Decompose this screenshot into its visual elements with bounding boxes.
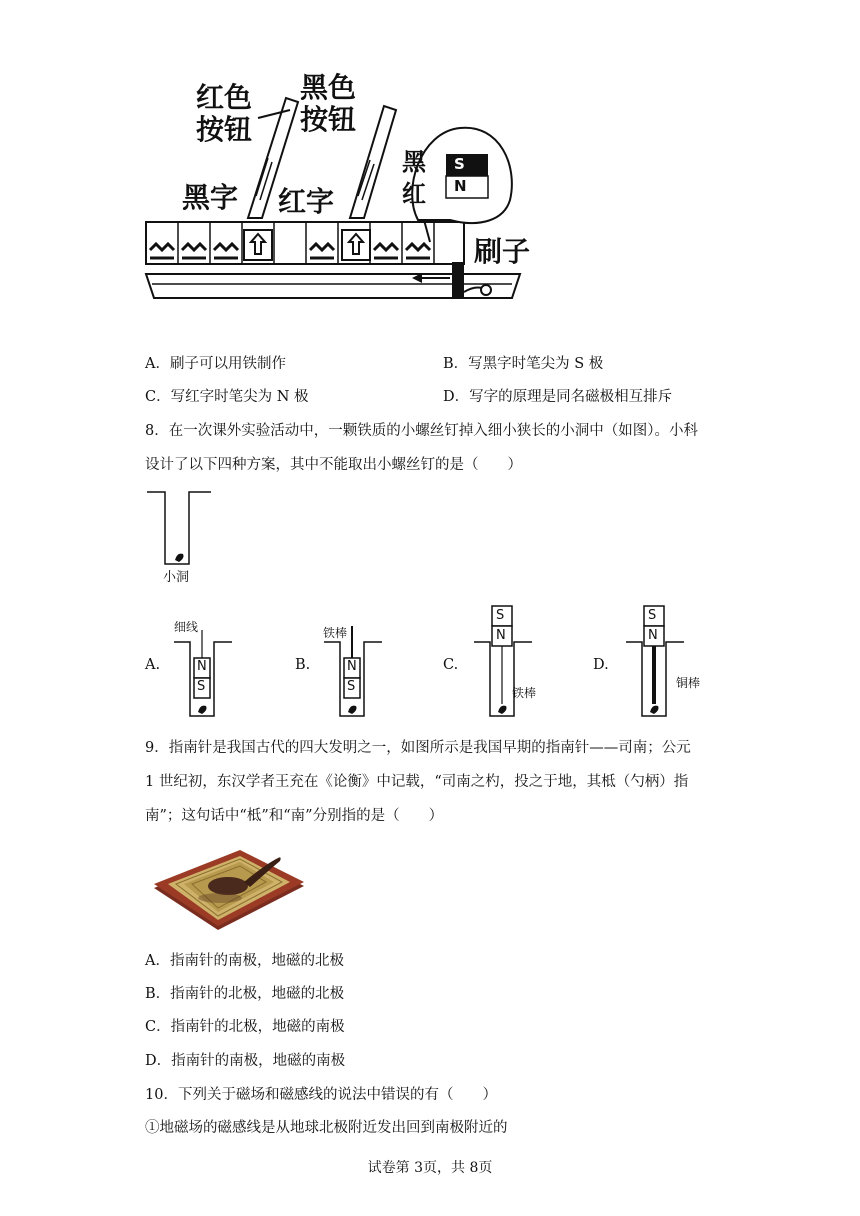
inset-s-pole: S [454, 155, 465, 173]
q9-stem-line1: 9．指南针是我国古代的四大发明之一，如图所示是我国早期的指南针——司南；公元 [145, 740, 691, 756]
sinan-image [148, 840, 308, 936]
q8-d-s-pole: S [648, 608, 657, 623]
red-text-label: 红字 [278, 185, 335, 218]
inset-red-label: 红 [402, 180, 426, 208]
hole-label: 小洞 [163, 570, 190, 585]
black-text-label: 黑字 [182, 181, 239, 214]
hole-figure [145, 488, 215, 570]
red-pen [248, 98, 298, 218]
q8-c-n-pole: N [496, 628, 506, 643]
q8-a-n-pole: N [197, 659, 207, 674]
iron-rod-b-label: 铁棒 [323, 626, 348, 640]
q7-option-b: B．写黑字时笔尖为 S 极 [443, 356, 604, 372]
q9-stem-line3: 南”；这句话中“柢”和“南”分别指的是（ ） [145, 808, 444, 824]
q8-d-n-pole: N [648, 628, 658, 643]
q8-b-n-pole: N [347, 659, 357, 674]
q8-option-d-letter: D. [593, 657, 609, 673]
inset-n-pole: N [454, 177, 467, 195]
drawing-board-figure [140, 70, 540, 310]
q7-option-c: C．写红字时笔尖为 N 极 [145, 389, 309, 405]
q8-option-d-figure [624, 604, 714, 720]
q8-stem-line1: 8．在一次课外实验活动中，一颗铁质的小螺丝钉掉入细小狭长的小洞中（如图）。小科 [145, 423, 698, 439]
brush-label: 刷子 [474, 235, 531, 268]
q9-stem-line2: 1 世纪初，东汉学者王充在《论衡》中记载，“司南之杓，投之于地，其柢（勺柄）指 [145, 774, 689, 790]
copper-rod-label: 铜棒 [676, 676, 701, 690]
q10-stem: 10．下列关于磁场和磁感线的说法中错误的有（ ） [145, 1087, 497, 1103]
q8-option-c-figure [472, 604, 562, 720]
page-footer: 试卷第 3页，共 8页 [367, 1160, 493, 1176]
q8-option-a-letter: A. [145, 657, 161, 673]
q8-stem-line2: 设计了以下四种方案，其中不能取出小螺丝钉的是（ ） [145, 457, 522, 473]
red-button-label: 红色按钮 [196, 81, 253, 146]
iron-rod-c-label: 铁棒 [512, 686, 537, 700]
q9-option-c: C．指南针的北极，地磁的南极 [145, 1019, 345, 1035]
black-pen [350, 106, 396, 218]
black-button-label: 黑色按钮 [300, 71, 357, 136]
q8-option-c-letter: C. [443, 657, 459, 673]
inset-black-label: 黑 [402, 148, 426, 176]
q8-option-b-letter: B. [295, 657, 311, 673]
drawing-board-svg [140, 70, 540, 310]
q8-c-s-pole: S [496, 608, 505, 623]
q8-a-s-pole: S [197, 679, 206, 694]
q10-item-1: ①地磁场的磁感线是从地球北极附近发出回到南极附近的 [145, 1120, 508, 1136]
q9-option-b: B．指南针的北极，地磁的北极 [145, 986, 345, 1002]
q9-option-a: A．指南针的南极，地磁的北极 [145, 953, 344, 969]
q7-option-d: D．写字的原理是同名磁极相互排斥 [443, 389, 673, 405]
q7-option-a: A．刷子可以用铁制作 [145, 356, 286, 372]
q9-option-d: D．指南针的南极，地磁的南极 [145, 1053, 346, 1069]
q8-b-s-pole: S [347, 679, 356, 694]
thread-label: 细线 [174, 620, 199, 634]
